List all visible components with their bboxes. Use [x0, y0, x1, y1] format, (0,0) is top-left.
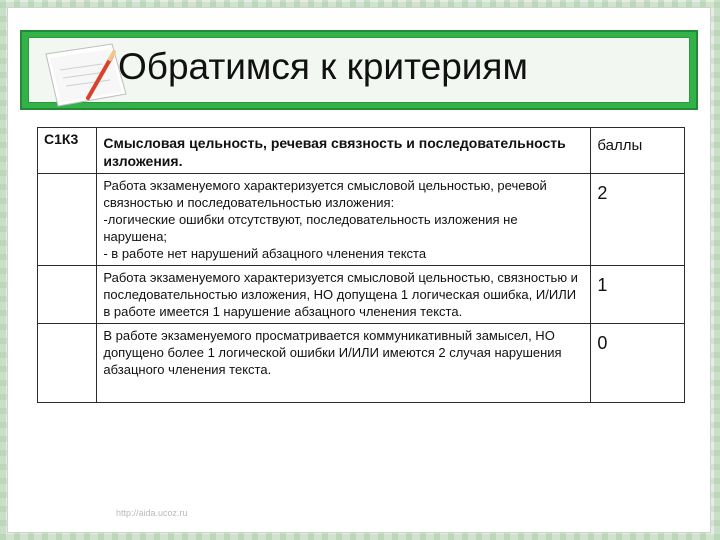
table-header-row	[38, 128, 685, 174]
row-description: В работе экзаменуемого просматривается коммуникативный замысел, НО допущено более 1 логической ошибки И/ИЛИ имеются 2 случая нарушения абзацного членения текста.	[103, 328, 562, 377]
row-score-cell	[591, 266, 685, 324]
row-score-cell	[591, 174, 685, 266]
row-score: 0	[597, 333, 608, 353]
row-description: Работа экзаменуемого характеризуется смысловой цельностью, речевой связностью и последовательностью изложения: -логические ошибки отсутствуют, последовательность изложения не нарушена; - в работе нет нарушений абзацного членения текста	[103, 178, 547, 261]
table-row	[38, 266, 685, 324]
table-row	[38, 174, 685, 266]
row-description-cell	[97, 266, 591, 324]
criterion-description-header	[97, 128, 591, 174]
page-title: Обратимся к критериям	[118, 46, 528, 87]
row-score: 1	[597, 275, 608, 295]
empty-code-cell	[38, 266, 97, 324]
table-row	[38, 324, 685, 403]
criterion-title: Смысловая цельность, речевая связность и последовательность изложения.	[103, 135, 566, 169]
row-description: Работа экзаменуемого характеризуется смысловой цельностью, связностью и последовательностью изложения, НО допущена 1 логическая ошибка, И/ИЛИ в работе имеется 1 нарушение абзацного членения текста.	[103, 270, 578, 319]
score-column-header	[591, 128, 685, 174]
row-description-cell	[97, 174, 591, 266]
row-score-cell	[591, 324, 685, 403]
row-score: 2	[597, 183, 608, 203]
criteria-table	[37, 127, 685, 403]
score-label: баллы	[597, 137, 643, 154]
row-description-cell	[97, 324, 591, 403]
empty-code-cell	[38, 174, 97, 266]
criterion-code: С1К3	[38, 128, 97, 174]
watermark-url: http://aida.ucoz.ru	[116, 508, 188, 518]
empty-code-cell	[38, 324, 97, 403]
